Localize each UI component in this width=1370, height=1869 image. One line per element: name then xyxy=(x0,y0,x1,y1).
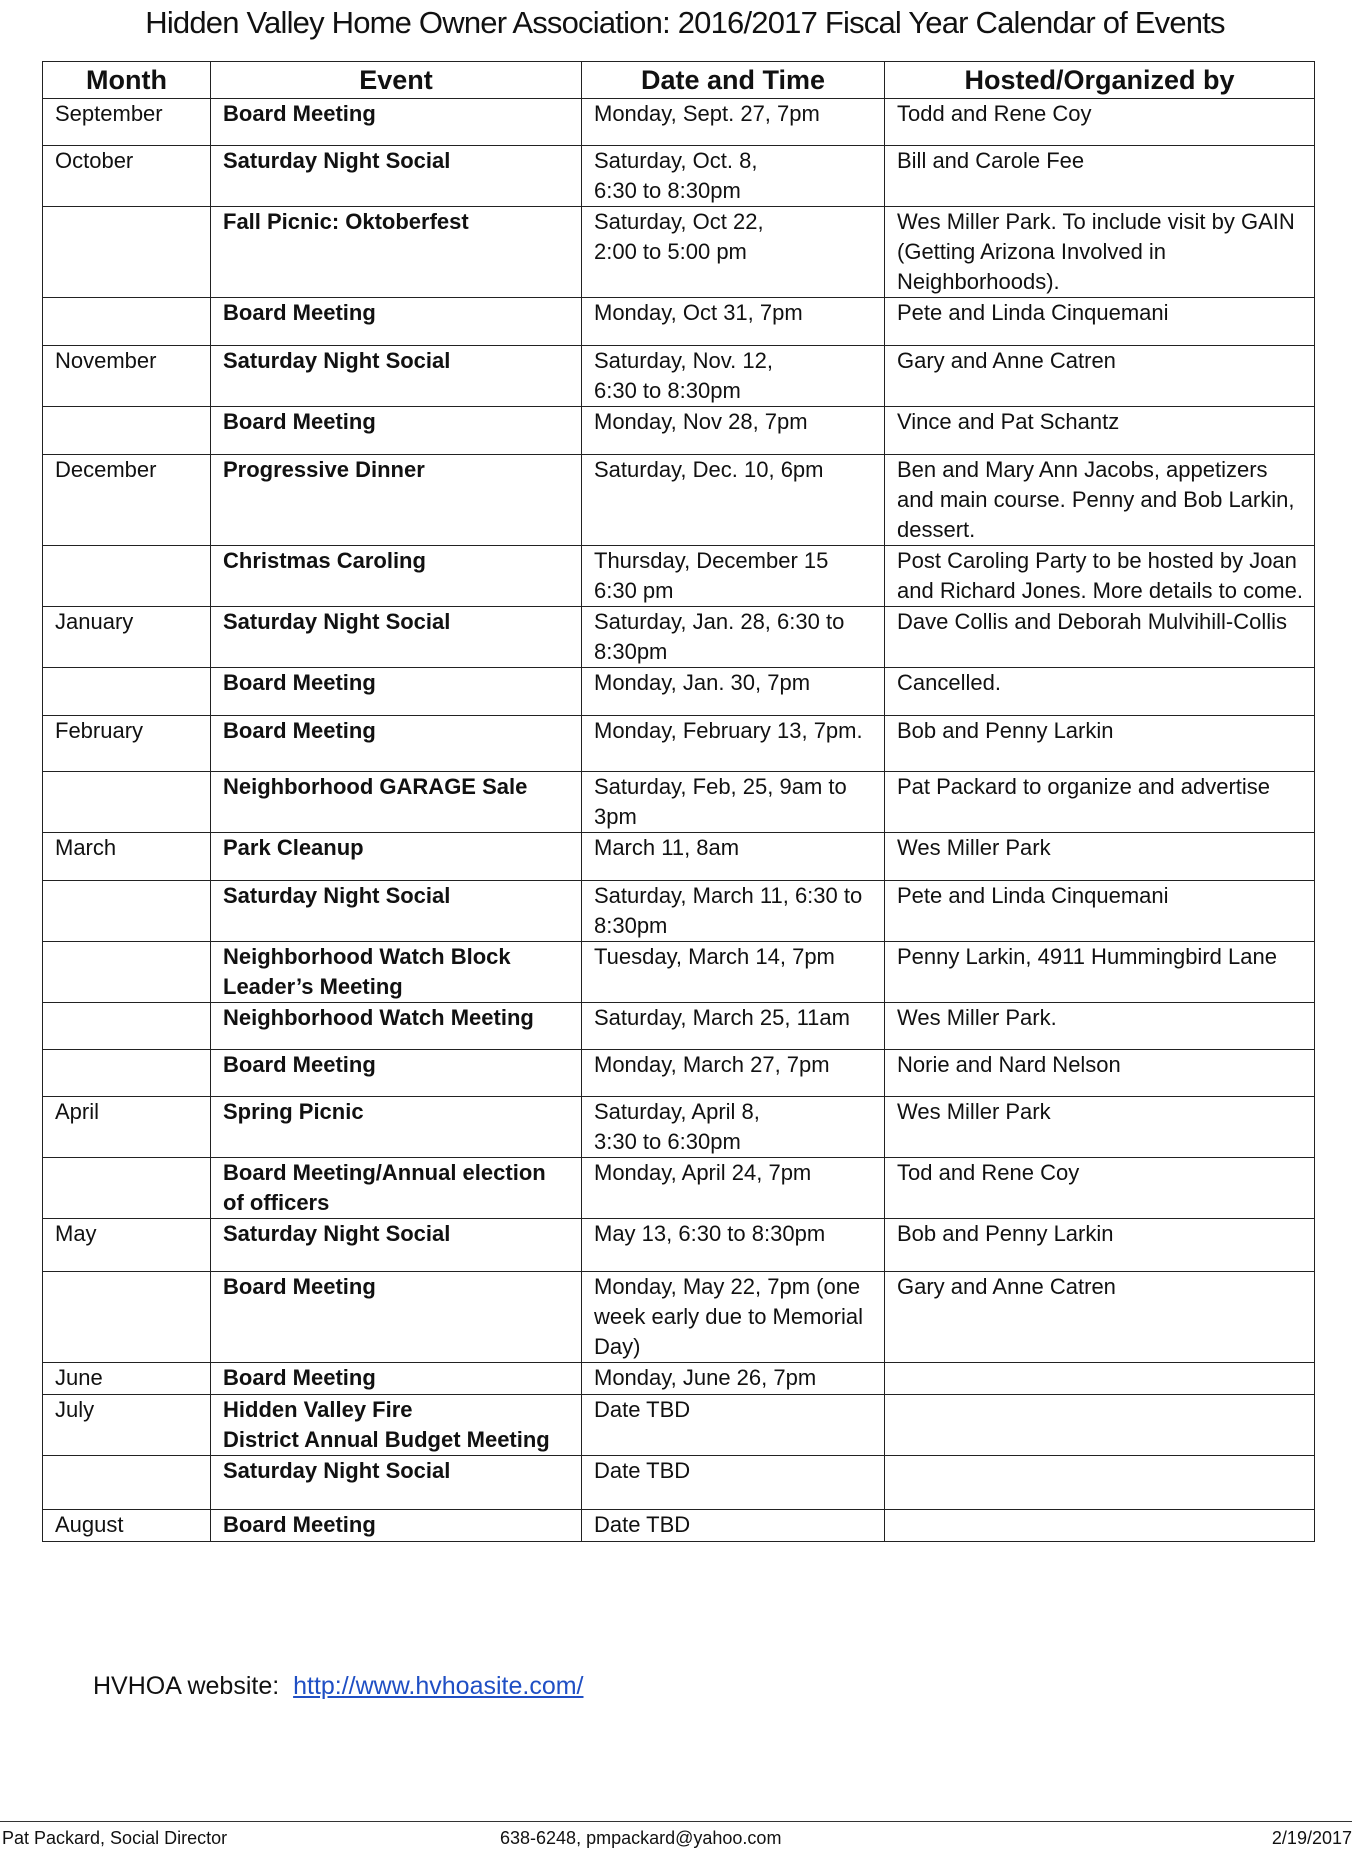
host-cell xyxy=(885,1510,1315,1542)
month-cell xyxy=(43,772,211,833)
header-month: Month xyxy=(43,62,211,99)
header-row xyxy=(43,62,1315,99)
host-cell xyxy=(885,1395,1315,1456)
host-cell: Wes Miller Park xyxy=(885,1097,1315,1158)
table-row xyxy=(43,1272,1315,1363)
month-cell: June xyxy=(43,1363,211,1395)
month-cell: July xyxy=(43,1395,211,1456)
table-row xyxy=(43,1219,1315,1272)
month-cell xyxy=(43,1158,211,1219)
table-row xyxy=(43,772,1315,833)
table-row xyxy=(43,881,1315,942)
event-cell: Board Meeting xyxy=(211,1050,582,1097)
event-cell: Board Meeting xyxy=(211,1363,582,1395)
footer-contact: 638-6248, pmpackard@yahoo.com xyxy=(500,1828,782,1848)
month-cell: October xyxy=(43,146,211,207)
table-row xyxy=(43,1158,1315,1219)
date-cell: March 11, 8am xyxy=(582,833,885,881)
event-cell: Saturday Night Social xyxy=(211,881,582,942)
date-cell: Monday, Jan. 30, 7pm xyxy=(582,668,885,716)
table-row xyxy=(43,942,1315,1003)
month-cell xyxy=(43,546,211,607)
host-cell: Pete and Linda Cinquemani xyxy=(885,298,1315,346)
table-row xyxy=(43,1097,1315,1158)
table-row xyxy=(43,1510,1315,1542)
date-cell: Monday, March 27, 7pm xyxy=(582,1050,885,1097)
date-cell: Tuesday, March 14, 7pm xyxy=(582,942,885,1003)
host-cell: Cancelled. xyxy=(885,668,1315,716)
events-table xyxy=(42,61,1315,1542)
month-cell xyxy=(43,881,211,942)
table-body xyxy=(43,99,1315,1542)
month-cell: March xyxy=(43,833,211,881)
month-cell xyxy=(43,1003,211,1050)
table-row xyxy=(43,607,1315,668)
table-row xyxy=(43,455,1315,546)
website-label: HVHOA website: xyxy=(93,1672,280,1700)
date-cell: Monday, May 22, 7pm (one week early due to Memorial Day) xyxy=(582,1272,885,1363)
date-cell: Monday, February 13, 7pm. xyxy=(582,716,885,772)
website-link[interactable]: http://www.hvhoasite.com/ xyxy=(293,1672,584,1700)
month-cell xyxy=(43,1456,211,1510)
event-cell: Spring Picnic xyxy=(211,1097,582,1158)
table-row xyxy=(43,716,1315,772)
host-cell: Dave Collis and Deborah Mulvihill-Collis xyxy=(885,607,1315,668)
date-cell: Date TBD xyxy=(582,1395,885,1456)
host-cell: Tod and Rene Coy xyxy=(885,1158,1315,1219)
month-cell: November xyxy=(43,346,211,407)
host-cell: Wes Miller Park. xyxy=(885,1003,1315,1050)
date-cell: Saturday, March 25, 11am xyxy=(582,1003,885,1050)
host-cell: Bob and Penny Larkin xyxy=(885,1219,1315,1272)
event-cell: Saturday Night Social xyxy=(211,607,582,668)
table-row xyxy=(43,346,1315,407)
table-row xyxy=(43,1003,1315,1050)
table-row xyxy=(43,298,1315,346)
event-cell: Saturday Night Social xyxy=(211,146,582,207)
date-cell: Saturday, Jan. 28, 6:30 to 8:30pm xyxy=(582,607,885,668)
event-cell: Board Meeting/Annual election of officers xyxy=(211,1158,582,1219)
website-line xyxy=(93,1672,584,1701)
date-cell: Saturday, Dec. 10, 6pm xyxy=(582,455,885,546)
date-cell: Monday, Nov 28, 7pm xyxy=(582,407,885,455)
date-cell: Monday, Sept. 27, 7pm xyxy=(582,99,885,146)
event-cell: Neighborhood Watch Meeting xyxy=(211,1003,582,1050)
date-cell: Monday, Oct 31, 7pm xyxy=(582,298,885,346)
host-cell xyxy=(885,1456,1315,1510)
header-date: Date and Time xyxy=(582,62,885,99)
event-cell: Board Meeting xyxy=(211,298,582,346)
footer-author: Pat Packard, Social Director xyxy=(2,1828,228,1848)
event-cell: Board Meeting xyxy=(211,716,582,772)
host-cell: Gary and Anne Catren xyxy=(885,1272,1315,1363)
host-cell: Ben and Mary Ann Jacobs, appetizers and main course. Penny and Bob Larkin, dessert. xyxy=(885,455,1315,546)
month-cell xyxy=(43,668,211,716)
event-cell: Board Meeting xyxy=(211,1510,582,1542)
date-cell: May 13, 6:30 to 8:30pm xyxy=(582,1219,885,1272)
table-row xyxy=(43,1456,1315,1510)
month-cell: April xyxy=(43,1097,211,1158)
event-cell: Progressive Dinner xyxy=(211,455,582,546)
date-cell: Date TBD xyxy=(582,1456,885,1510)
host-cell: Vince and Pat Schantz xyxy=(885,407,1315,455)
month-cell xyxy=(43,942,211,1003)
date-cell: Thursday, December 15 6:30 pm xyxy=(582,546,885,607)
event-cell: Board Meeting xyxy=(211,407,582,455)
header-event: Event xyxy=(211,62,582,99)
month-cell: May xyxy=(43,1219,211,1272)
date-cell: Date TBD xyxy=(582,1510,885,1542)
event-cell: Park Cleanup xyxy=(211,833,582,881)
table-row xyxy=(43,546,1315,607)
event-cell: Fall Picnic: Oktoberfest xyxy=(211,207,582,298)
event-cell: Board Meeting xyxy=(211,1272,582,1363)
host-cell: Pete and Linda Cinquemani xyxy=(885,881,1315,942)
month-cell: January xyxy=(43,607,211,668)
table-row xyxy=(43,668,1315,716)
table-row xyxy=(43,833,1315,881)
event-cell: Christmas Caroling xyxy=(211,546,582,607)
host-cell: Norie and Nard Nelson xyxy=(885,1050,1315,1097)
date-cell: Saturday, April 8, 3:30 to 6:30pm xyxy=(582,1097,885,1158)
event-cell: Neighborhood GARAGE Sale xyxy=(211,772,582,833)
host-cell: Penny Larkin, 4911 Hummingbird Lane xyxy=(885,942,1315,1003)
month-cell xyxy=(43,1272,211,1363)
date-cell: Saturday, March 11, 6:30 to 8:30pm xyxy=(582,881,885,942)
month-cell: February xyxy=(43,716,211,772)
host-cell: Pat Packard to organize and advertise xyxy=(885,772,1315,833)
table-row xyxy=(43,207,1315,298)
event-cell: Saturday Night Social xyxy=(211,1219,582,1272)
month-cell xyxy=(43,1050,211,1097)
host-cell xyxy=(885,1363,1315,1395)
host-cell: Bob and Penny Larkin xyxy=(885,716,1315,772)
table-row xyxy=(43,146,1315,207)
event-cell: Board Meeting xyxy=(211,99,582,146)
event-cell: Saturday Night Social xyxy=(211,1456,582,1510)
month-cell xyxy=(43,407,211,455)
month-cell xyxy=(43,298,211,346)
page-title: Hidden Valley Home Owner Association: 2016/2017 Fiscal Year Calendar of Events xyxy=(145,5,1225,40)
footer-date: 2/19/2017 xyxy=(1271,1828,1352,1848)
host-cell: Bill and Carole Fee xyxy=(885,146,1315,207)
month-cell: August xyxy=(43,1510,211,1542)
host-cell: Post Caroling Party to be hosted by Joan and Richard Jones. More details to come. xyxy=(885,546,1315,607)
header-host: Hosted/Organized by xyxy=(885,62,1315,99)
month-cell xyxy=(43,207,211,298)
table-row xyxy=(43,407,1315,455)
event-cell: Hidden Valley Fire District Annual Budget Meeting xyxy=(211,1395,582,1456)
date-cell: Saturday, Feb, 25, 9am to 3pm xyxy=(582,772,885,833)
table-row xyxy=(43,1363,1315,1395)
host-cell: Wes Miller Park xyxy=(885,833,1315,881)
date-cell: Saturday, Nov. 12, 6:30 to 8:30pm xyxy=(582,346,885,407)
date-cell: Monday, June 26, 7pm xyxy=(582,1363,885,1395)
event-cell: Board Meeting xyxy=(211,668,582,716)
event-cell: Neighborhood Watch Block Leader’s Meeting xyxy=(211,942,582,1003)
table-row xyxy=(43,99,1315,146)
date-cell: Saturday, Oct. 8, 6:30 to 8:30pm xyxy=(582,146,885,207)
host-cell: Gary and Anne Catren xyxy=(885,346,1315,407)
month-cell: September xyxy=(43,99,211,146)
host-cell: Wes Miller Park. To include visit by GAIN (Getting Arizona Involved in Neighborhoods). xyxy=(885,207,1315,298)
date-cell: Monday, April 24, 7pm xyxy=(582,1158,885,1219)
host-cell: Todd and Rene Coy xyxy=(885,99,1315,146)
date-cell: Saturday, Oct 22, 2:00 to 5:00 pm xyxy=(582,207,885,298)
footer-divider xyxy=(0,1821,1352,1822)
table-row xyxy=(43,1395,1315,1456)
month-cell: December xyxy=(43,455,211,546)
event-cell: Saturday Night Social xyxy=(211,346,582,407)
table-row xyxy=(43,1050,1315,1097)
